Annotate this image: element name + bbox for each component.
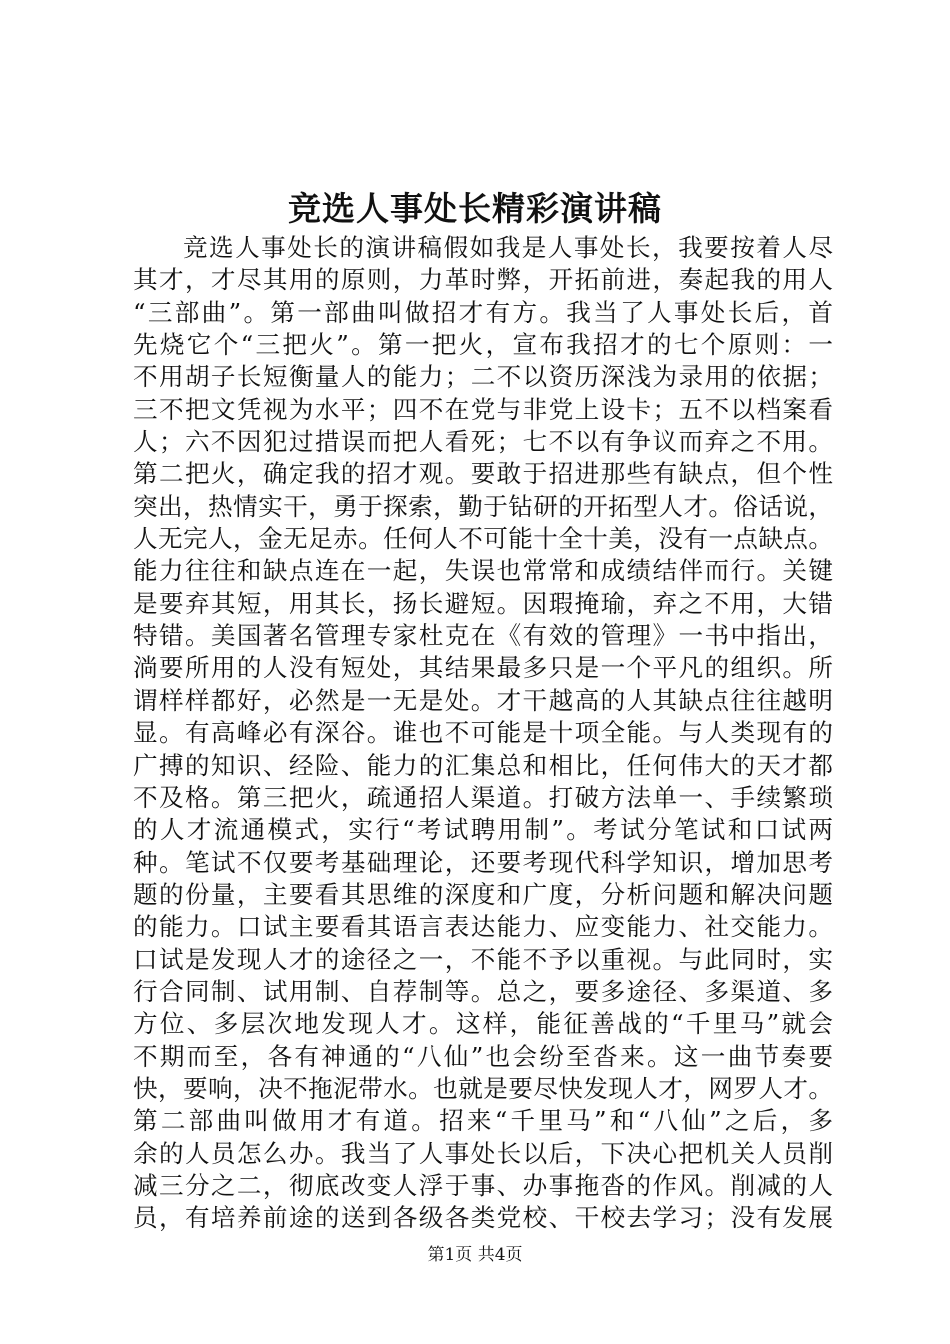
body-text-line: 突出，热情实干，勇于探索，勤于钻研的开拓型人才。俗话说，	[133, 491, 833, 521]
body-text-line: 方位、多层次地发现人才。这样，能征善战的“千里马”就会	[133, 1009, 833, 1039]
body-text-line: 不及格。第三把火，疏通招人渠道。打破方法单一、手续繁琐	[133, 782, 833, 812]
body-text-line: 不用胡子长短衡量人的能力；二不以资历深浅为录用的依据；	[133, 362, 833, 392]
body-text-line: 第二把火，确定我的招才观。要敢于招进那些有缺点，但个性	[133, 459, 833, 489]
body-text-line: 人；六不因犯过措误而把人看死；七不以有争议而弃之不用。	[133, 427, 833, 457]
body-text-line: “三部曲”。第一部曲叫做招才有方。我当了人事处长后，首	[133, 297, 833, 327]
body-text-line: 淌要所用的人没有短处，其结果最多只是一个平凡的组织。所	[133, 653, 833, 683]
page-footer: 第1页 共4页	[427, 1245, 523, 1265]
body-text-line: 快，要响，决不拖泥带水。也就是要尽快发现人才，网罗人才。	[133, 1073, 833, 1103]
body-text-line: 竞选人事处长的演讲稿假如我是人事处长，我要按着人尽	[183, 233, 833, 262]
body-text-line: 显。有高峰必有深谷。谁也不可能是十项全能。与人类现有的	[133, 718, 833, 748]
document-body	[133, 232, 833, 1235]
body-text-line: 的人才流通模式，实行“考试聘用制”。考试分笔试和口试两	[133, 815, 833, 845]
body-text-line: 不期而至，各有神通的“八仙”也会纷至沓来。这一曲节奏要	[133, 1041, 833, 1071]
body-text-line: 的能力。口试主要看其语言表达能力、应变能力、社交能力。	[133, 912, 833, 942]
body-text-line: 能力往往和缺点连在一起，失误也常常和成绩结伴而行。关键	[133, 556, 833, 586]
body-text-line: 其才，才尽其用的原则，力革时弊，开拓前进，奏起我的用人	[133, 265, 833, 295]
body-text-line: 员，有培养前途的送到各级各类党校、干校去学习；没有发展	[133, 1203, 833, 1233]
body-text-line: 广搏的知识、经险、能力的汇集总和相比，任何伟大的天才都	[133, 750, 833, 780]
document-title: 竞选人事处长精彩演讲稿	[288, 189, 662, 228]
body-text-line: 余的人员怎么办。我当了人事处长以后，下决心把机关人员削	[133, 1138, 833, 1168]
body-text-line: 减三分之二，彻底改变人浮于事、办事拖沓的作风。削减的人	[133, 1170, 833, 1200]
body-text-line: 谓样样都好，必然是一无是处。才干越高的人其缺点往往越明	[133, 685, 833, 715]
body-text-line: 三不把文凭视为水平；四不在党与非党上设卡；五不以档案看	[133, 394, 833, 424]
body-text-line: 是要弃其短，用其长，扬长避短。因瑕掩瑜，弃之不用，大错	[133, 588, 833, 618]
body-text-line: 第二部曲叫做用才有道。招来“千里马”和“八仙”之后，多	[133, 1106, 833, 1136]
body-text-line: 特错。美国著名管理专家杜克在《有效的管理》一书中指出，	[133, 621, 833, 651]
body-text-line: 题的份量，主要看其思维的深度和广度，分析问题和解决问题	[133, 879, 833, 909]
body-text-line: 行合同制、试用制、自荐制等。总之，要多途径、多渠道、多	[133, 976, 833, 1006]
body-text-line: 口试是发现人才的途径之一，不能不予以重视。与此同时，实	[133, 944, 833, 974]
body-text-line: 种。笔试不仅要考基础理论，还要考现代科学知识，增加思考	[133, 847, 833, 877]
body-text-line: 先烧它个“三把火”。第一把火，宣布我招才的七个原则：一	[133, 330, 833, 360]
body-text-line: 人无完人，金无足赤。任何人不可能十全十美，没有一点缺点。	[133, 524, 833, 554]
